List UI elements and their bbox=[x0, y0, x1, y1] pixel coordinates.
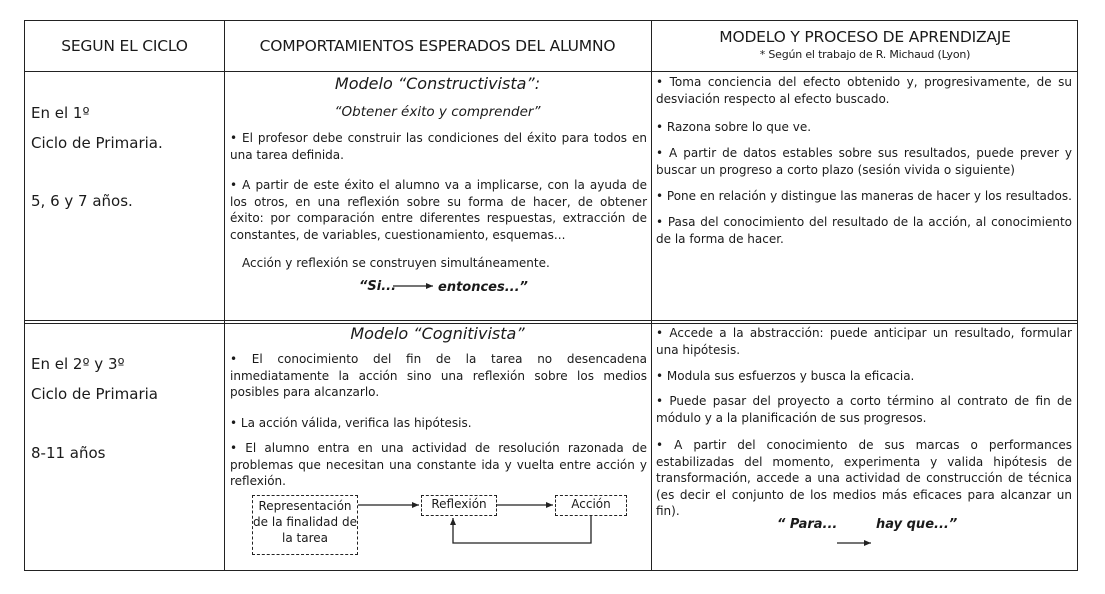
row2-behavior-1: • El conocimiento del fin de la tarea no desencadena inmediatamente la acción sino una reflexión sobre los medios posibles para alcanzarlo. bbox=[230, 352, 647, 399]
row2-model-title: Modelo “Cognitivista” bbox=[350, 324, 525, 343]
row1-cycle-line3: 5, 6 y 7 años. bbox=[31, 192, 133, 210]
row1-formula-right: entonces...” bbox=[438, 280, 528, 295]
row2-cycle-line3: 8-11 años bbox=[31, 444, 106, 462]
row1-behavior-2: • A partir de este éxito el alumno va a implicarse, con la ayuda de los otros, en una reflexión sobre su forma de hacer, de obtener éxito: por comparación entre diferentes respuestas, extracción de constantes, de variables, cuestionamiento, esquemas... bbox=[230, 178, 647, 242]
row2-formula-right: hay que...” bbox=[876, 517, 958, 532]
row2-process-4: • A partir del conocimiento de sus marcas o performances estabilizadas del momento, experimenta y valida hipótesis de transformación, accede a una actividad de construcción de técnica (es decir el conjunto de los medios más eficaces para alcanzar un fin). bbox=[656, 438, 1072, 518]
diagram-box-reflection: Reflexión bbox=[421, 495, 497, 516]
row2-cycle-line1: En el 2º y 3º bbox=[31, 355, 125, 373]
row1-model-title: Modelo “Constructivista”: bbox=[334, 74, 541, 93]
row1-formula-left: “Si... bbox=[359, 279, 397, 294]
header-process-title: MODELO Y PROCESO DE APRENDIZAJE bbox=[719, 28, 1011, 46]
row1-process-2: • Razona sobre lo que ve. bbox=[656, 120, 812, 134]
diagram-box-representation: Representación de la finalidad de la tarea bbox=[252, 495, 358, 555]
row1-behavior-1: • El profesor debe construir las condiciones del éxito para todos en una tarea definida. bbox=[230, 131, 647, 162]
row1-cycle-line1: En el 1º bbox=[31, 104, 90, 122]
row2-process-2: • Modula sus esfuerzos y busca la eficacia. bbox=[656, 369, 915, 383]
header-process-note: * Según el trabajo de R. Michaud (Lyon) bbox=[759, 48, 971, 61]
row2-process-3: • Puede pasar del proyecto a corto término al contrato de fin de módulo y a la planificación de sus progresos. bbox=[656, 394, 1072, 425]
diagram-box-action: Acción bbox=[555, 495, 627, 516]
row1-statement: Acción y reflexión se construyen simultáneamente. bbox=[242, 256, 550, 270]
row1-model-subtitle: “Obtener éxito y comprender” bbox=[334, 104, 541, 120]
row2-process-1: • Accede a la abstracción: puede anticipar un resultado, formular una hipótesis. bbox=[656, 326, 1072, 357]
row2-cycle-line2: Ciclo de Primaria bbox=[31, 385, 158, 403]
row2-behavior-2: • La acción válida, verifica las hipótesis. bbox=[230, 416, 472, 430]
arrows-layer bbox=[25, 21, 1079, 572]
row1-process-5: • Pasa del conocimiento del resultado de la acción, al conocimiento de la forma de hacer. bbox=[656, 215, 1072, 246]
header-behaviors: COMPORTAMIENTOS ESPERADOS DEL ALUMNO bbox=[259, 37, 616, 55]
row2-behavior-3: • El alumno entra en una actividad de resolución razonada de problemas que necesitan una constante ida y vuelta entre acción y reflexión. bbox=[230, 441, 647, 488]
row1-process-4: • Pone en relación y distingue las maneras de hacer y los resultados. bbox=[656, 189, 1072, 203]
header-cycle: SEGUN EL CICLO bbox=[61, 37, 188, 55]
teaching-models-table bbox=[24, 20, 1078, 571]
row1-cycle-line2: Ciclo de Primaria. bbox=[31, 134, 163, 152]
row1-process-1: • Toma conciencia del efecto obtenido y, progresivamente, de su desviación respecto al efecto buscado. bbox=[656, 75, 1072, 106]
row1-process-3: • A partir de datos estables sobre sus resultados, puede prever y buscar un progreso a corto plazo (sesión vivida o siguiente) bbox=[656, 146, 1072, 177]
diagram-arrow-feedback bbox=[453, 516, 591, 543]
row2-formula-left: “ Para... bbox=[777, 517, 838, 532]
